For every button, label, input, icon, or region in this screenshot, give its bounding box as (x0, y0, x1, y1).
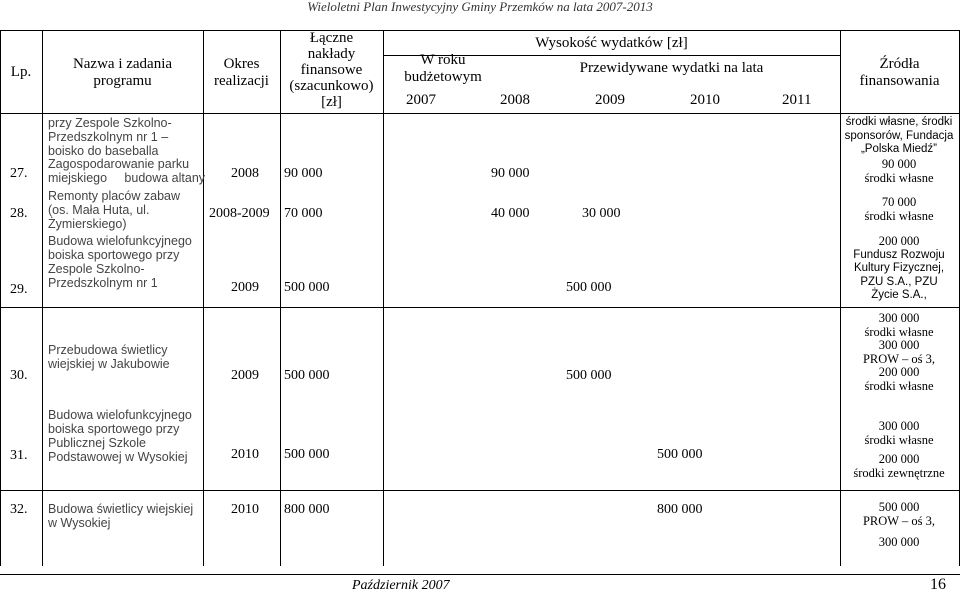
row-26-name (48, 116, 172, 158)
row-31-sources (840, 420, 958, 480)
header-total-line3: finansowe (300, 62, 363, 78)
row-26-name-line3: boisko do baseballa (48, 144, 159, 158)
row-32-lp: 32. (10, 502, 28, 517)
row-31-name-line1: Budowa wielofunkcyjnego (48, 408, 192, 422)
row-29-name (48, 234, 192, 290)
header-lp: Lp. (10, 64, 32, 80)
row-30-name-line1: Przebudowa świetlicy (48, 343, 168, 357)
row-27-period: 2008 (231, 166, 259, 181)
row-32-sources-line3: 300 000 (878, 535, 920, 549)
header-budget-year (383, 52, 503, 86)
header-name-line1: Nazwa i zadania (72, 56, 173, 72)
row-27-total: 90 000 (284, 166, 323, 181)
header-period-line1: Okres (223, 56, 260, 72)
row-28-2008: 40 000 (491, 206, 530, 221)
row-29-sources-line3: Kultury Fizycznej, (853, 262, 945, 274)
row-32-sources-line2: PROW – oś 3, (862, 513, 935, 528)
row-30-sources-line1: 300 000 (878, 311, 920, 325)
row-30-sources-line6: środki własne (864, 378, 934, 393)
row-30-2009: 500 000 (566, 368, 612, 383)
row-29-name-line4: Przedszkolnym nr 1 (48, 276, 158, 290)
header-period (203, 56, 280, 90)
row-32-period: 2010 (231, 502, 259, 517)
row-30-total: 500 000 (284, 368, 330, 383)
row-28-2009: 30 000 (582, 206, 621, 221)
row-31-2010: 500 000 (657, 447, 703, 462)
row-27-sources-line1: 90 000 (881, 157, 917, 171)
row-28-total: 70 000 (284, 206, 323, 221)
row-31-name-line3: Publicznej Szkole (48, 436, 146, 450)
row-29-sources-line5: Życie S.A., (871, 289, 927, 301)
row-32-name (48, 502, 193, 530)
row-29-lp: 29. (10, 282, 28, 297)
header-sources-line1: Źródła (879, 56, 920, 72)
row-26-name-line2: Przedszkolnym nr 1 – (48, 130, 169, 144)
row-29-2009: 500 000 (566, 280, 612, 295)
row-29-total: 500 000 (284, 280, 330, 295)
header-year-2010: 2010 (690, 92, 720, 108)
row-30-name-line2: wiejskiej w Jakubowie (48, 357, 170, 371)
row-30-sources-line3: 300 000 (878, 338, 920, 352)
row-28-name-line1: Remonty placów zabaw (48, 189, 181, 203)
row-27-lp: 27. (10, 166, 28, 181)
col-divider-name (203, 30, 204, 566)
row-divider-29-30 (0, 307, 960, 308)
row-26-sources-line1: środki własne, środki (845, 116, 953, 128)
row-26-sources-line2: sponsorów, Fundacja (844, 129, 954, 142)
row-27-sources-line2: środki własne (864, 170, 934, 185)
header-total-line4: (szacunkowo) (289, 78, 374, 94)
row-29-sources (840, 235, 958, 303)
header-period-line2: realizacji (214, 73, 269, 89)
col-divider-total (383, 30, 384, 566)
row-28-name (48, 189, 180, 231)
row-32-2010: 800 000 (657, 502, 703, 517)
row-30-lp: 30. (10, 368, 28, 383)
row-30-period: 2009 (231, 368, 259, 383)
header-sources-line2: finansowania (859, 73, 940, 89)
row-28-sources-line2: środki własne (864, 208, 934, 223)
header-year-2007: 2007 (406, 92, 436, 108)
row-29-sources-line4: PZU S.A., PZU (860, 275, 938, 288)
header-budget-year-line2: budżetowym (404, 69, 482, 85)
row-29-period: 2009 (231, 280, 259, 295)
footer-divider (0, 574, 960, 575)
header-expenses: Wysokość wydatków [zł] (535, 35, 688, 51)
row-28-sources-line1: 70 000 (881, 195, 917, 209)
header-total-line1: Łączne (309, 30, 354, 46)
row-30-sources-line4: PROW – oś 3, (862, 351, 935, 366)
row-32-name-line1: Budowa świetlicy wiejskiej (48, 502, 194, 516)
row-31-sources-line2: środki własne (864, 432, 934, 447)
footer-date: Październik 2007 (352, 578, 450, 593)
row-28-lp: 28. (10, 206, 28, 221)
table-border-left (0, 30, 1, 566)
row-26-sources-line3: „Polska Miedź” (860, 143, 938, 155)
row-31-sources-line3: 200 000 (878, 452, 920, 466)
row-32-name-line2: w Wysokiej (48, 516, 111, 530)
row-29-name-line1: Budowa wielofunkcyjnego (48, 234, 192, 248)
header-sources (840, 56, 959, 90)
row-31-sources-line4: środki zewnętrzne (853, 465, 945, 480)
row-31-period: 2010 (231, 447, 259, 462)
row-28-sources (840, 196, 958, 223)
row-27-2008: 90 000 (491, 166, 530, 181)
row-28-name-line3: Żymierskiego) (48, 217, 127, 231)
table-border-top (0, 30, 960, 31)
row-28-name-line2: (os. Mała Huta, ul. (48, 203, 150, 217)
row-31-name-line2: boiska sportowego przy (48, 422, 180, 436)
row-32-sources-line1: 500 000 (878, 500, 920, 514)
header-planned: Przewidywane wydatki na lata (579, 60, 764, 76)
header-year-2011: 2011 (782, 92, 812, 108)
header-year-2009: 2009 (595, 92, 625, 108)
investment-table (0, 30, 960, 566)
row-31-name-line4: Podstawowej w Wysokiej (48, 450, 188, 464)
row-30-name (48, 343, 170, 371)
page-number: 16 (930, 576, 946, 593)
row-32-sources (840, 501, 958, 550)
row-29-sources-line1: 200 000 (878, 234, 920, 248)
document-title: Wieloletni Plan Inwestycyjny Gminy Przemków na lata 2007-2013 (307, 0, 653, 14)
header-name (42, 56, 203, 90)
row-30-sources (840, 312, 958, 393)
header-total-line5: [zł] (321, 94, 342, 110)
header-total (280, 30, 383, 110)
row-26-name-line1: przy Zespole Szkolno- (48, 116, 172, 130)
row-32-total: 800 000 (284, 502, 330, 517)
header-name-line2: programu (93, 73, 152, 89)
header-total-line2: nakłady (307, 46, 356, 62)
row-29-name-line3: Zespole Szkolno- (48, 262, 145, 276)
row-31-sources-line1: 300 000 (878, 419, 920, 433)
header-bottom-border (0, 113, 960, 114)
row-28-period: 2008-2009 (209, 206, 270, 221)
row-27-name-line1: Zagospodarowanie parku (48, 157, 190, 171)
row-31-name (48, 408, 192, 464)
row-26-sources (840, 116, 958, 157)
row-31-lp: 31. (10, 448, 28, 463)
row-30-sources-line2: środki własne (864, 324, 934, 339)
row-27-sources (840, 158, 958, 185)
col-divider-period (280, 30, 281, 566)
row-divider-31-32 (0, 490, 960, 491)
row-31-total: 500 000 (284, 447, 330, 462)
col-divider-lp (42, 30, 43, 566)
row-29-name-line2: boiska sportowego przy (48, 248, 180, 262)
header-year-2008: 2008 (500, 92, 530, 108)
row-27-name (48, 157, 205, 185)
row-29-sources-line2: Fundusz Rozwoju (853, 248, 945, 261)
row-30-sources-line5: 200 000 (878, 365, 920, 379)
header-budget-year-line1: W roku (420, 52, 466, 68)
row-27-name-line2: miejskiego budowa altany (48, 171, 206, 185)
